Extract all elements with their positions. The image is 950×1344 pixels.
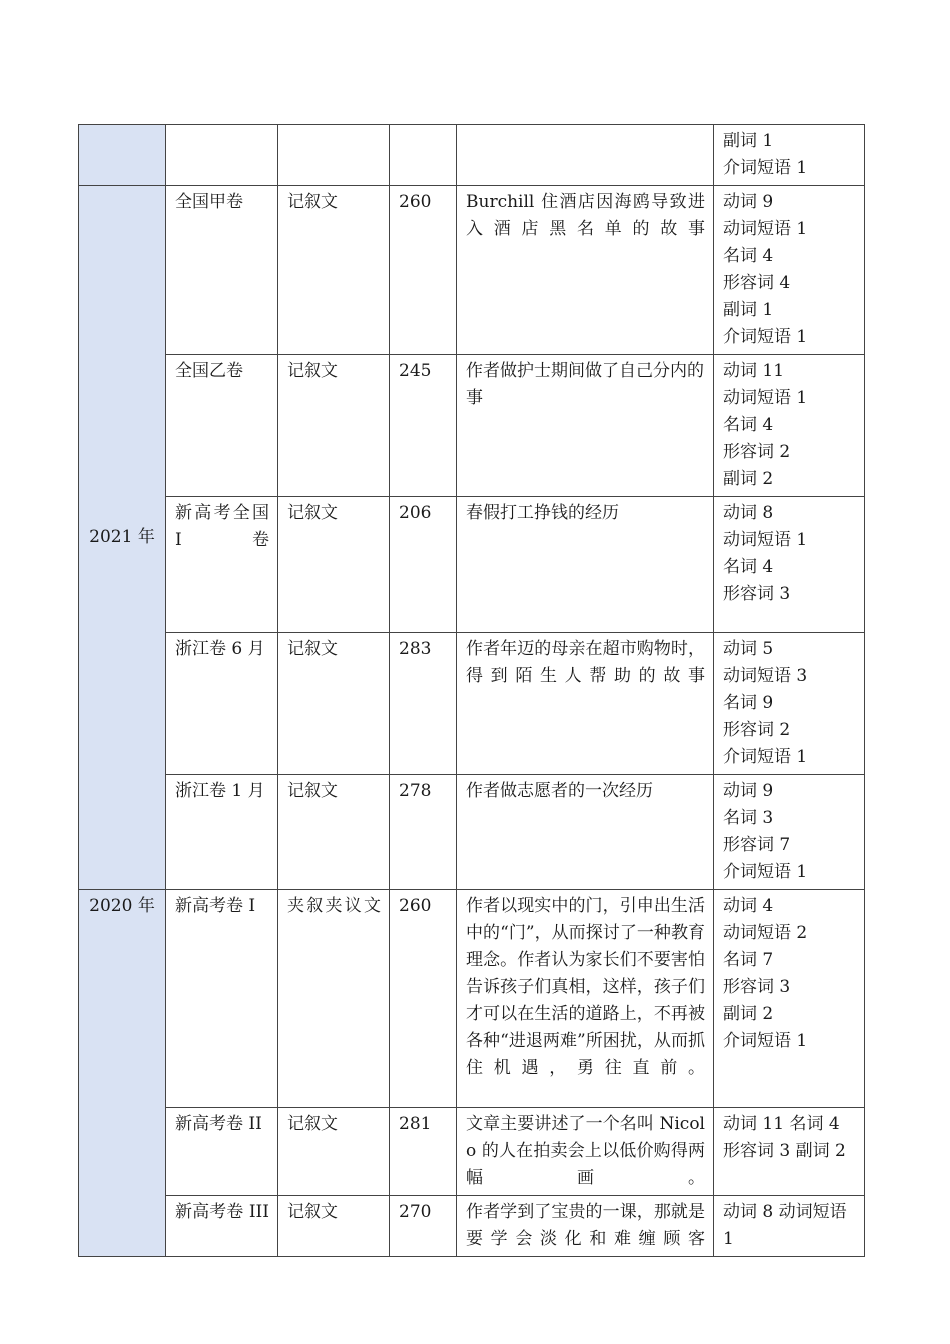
grammar-item: 副词 2 — [723, 1004, 774, 1024]
paper-cell: 新高考卷 I — [166, 890, 278, 1108]
word-count-cell: 270 — [390, 1196, 457, 1257]
grammar-item: 形容词 3 副词 2 — [723, 1141, 846, 1161]
table-row — [79, 890, 865, 1108]
grammar-cell — [714, 355, 865, 497]
paper-cell: 浙江卷 1 月 — [166, 775, 278, 890]
summary-cell — [457, 125, 714, 186]
word-count-cell: 278 — [390, 775, 457, 890]
grammar-cell — [714, 1108, 865, 1196]
genre-cell: 记叙文 — [278, 1196, 390, 1257]
table-row — [79, 497, 865, 633]
table-row — [79, 1196, 865, 1257]
word-count-cell: 260 — [390, 890, 457, 1108]
grammar-item: 介词短语 1 — [723, 862, 808, 882]
grammar-item: 介词短语 1 — [723, 327, 808, 347]
genre-cell: 记叙文 — [278, 355, 390, 497]
grammar-cell — [714, 125, 865, 186]
genre-cell: 记叙文 — [278, 497, 390, 633]
genre-cell: 记叙文 — [278, 1108, 390, 1196]
grammar-item: 副词 2 — [723, 469, 774, 489]
exam-reading-table — [78, 124, 865, 1257]
year-cell — [79, 125, 166, 186]
paper-cell: 全国甲卷 — [166, 186, 278, 355]
grammar-item: 形容词 4 — [723, 273, 791, 293]
genre-cell — [278, 125, 390, 186]
grammar-item: 名词 4 — [723, 415, 774, 435]
grammar-cell — [714, 633, 865, 775]
grammar-item: 形容词 2 — [723, 442, 791, 462]
grammar-item: 形容词 3 — [723, 977, 791, 997]
table-row — [79, 633, 865, 775]
summary-cell: Burchill 住酒店因海鸥导致进入酒店黑名单的故事 — [457, 186, 714, 355]
genre-cell: 记叙文 — [278, 186, 390, 355]
grammar-item: 名词 4 — [723, 246, 774, 266]
grammar-item: 动词短语 3 — [723, 666, 808, 686]
genre-cell: 夹叙夹议文 — [278, 890, 390, 1108]
word-count-cell: 245 — [390, 355, 457, 497]
grammar-item: 名词 9 — [723, 693, 774, 713]
table-row — [79, 355, 865, 497]
word-count-cell: 206 — [390, 497, 457, 633]
paper-cell — [166, 125, 278, 186]
grammar-item: 动词短语 1 — [723, 530, 808, 550]
grammar-item: 动词 9 — [723, 192, 774, 212]
grammar-item: 名词 7 — [723, 950, 774, 970]
year-cell-2020: 2020 年 — [79, 890, 166, 1257]
grammar-item: 动词短语 1 — [723, 388, 808, 408]
summary-cell: 作者做护士期间做了自己分内的事 — [457, 355, 714, 497]
grammar-item: 副词 1 — [723, 131, 774, 151]
year-cell-2021: 2021 年 — [79, 186, 166, 890]
summary-cell: 作者做志愿者的一次经历 — [457, 775, 714, 890]
summary-cell: 作者年迈的母亲在超市购物时，得到陌生人帮助的故事 — [457, 633, 714, 775]
grammar-item: 动词 11 名词 4 — [723, 1114, 840, 1134]
grammar-item: 副词 1 — [723, 300, 774, 320]
grammar-cell: 动词 8 动词短语 1 — [714, 1196, 865, 1257]
paper-cell: 新高考卷 III — [166, 1196, 278, 1257]
paper-cell: 浙江卷 6 月 — [166, 633, 278, 775]
grammar-cell — [714, 497, 865, 633]
grammar-item: 动词 5 — [723, 639, 774, 659]
grammar-item: 介词短语 1 — [723, 747, 808, 767]
summary-cell: 作者以现实中的门，引申出生活中的“门”，从而探讨了一种教育理念。作者认为家长们不要害怕告诉孩子们真相，这样，孩子们才可以在生活的道路上，不再被各种“进退两难”所困扰，从而抓住机遇，勇往直前。 — [457, 890, 714, 1108]
paper-cell: 新高考全国 I 卷 — [166, 497, 278, 633]
grammar-cell — [714, 890, 865, 1108]
grammar-item: 动词短语 2 — [723, 923, 808, 943]
grammar-cell — [714, 186, 865, 355]
grammar-cell — [714, 775, 865, 890]
grammar-item: 动词 9 — [723, 781, 774, 801]
word-count-cell: 281 — [390, 1108, 457, 1196]
grammar-item: 动词短语 1 — [723, 219, 808, 239]
grammar-item: 介词短语 1 — [723, 1031, 808, 1051]
summary-cell: 春假打工挣钱的经历 — [457, 497, 714, 633]
word-count-cell — [390, 125, 457, 186]
grammar-item: 形容词 3 — [723, 584, 791, 604]
paper-cell: 新高考卷 II — [166, 1108, 278, 1196]
summary-cell: 作者学到了宝贵的一课，那就是要学会淡化和难缠顾客 — [457, 1196, 714, 1257]
grammar-item: 介词短语 1 — [723, 158, 808, 178]
table-row — [79, 125, 865, 186]
table-row — [79, 775, 865, 890]
genre-cell: 记叙文 — [278, 633, 390, 775]
paper-cell: 全国乙卷 — [166, 355, 278, 497]
summary-cell: 文章主要讲述了一个名叫 Nicolo 的人在拍卖会上以低价购得两幅画。 — [457, 1108, 714, 1196]
word-count-cell: 283 — [390, 633, 457, 775]
grammar-item: 名词 4 — [723, 557, 774, 577]
genre-cell: 记叙文 — [278, 775, 390, 890]
grammar-item: 动词 8 — [723, 503, 774, 523]
grammar-item: 名词 3 — [723, 808, 774, 828]
table-row — [79, 186, 865, 355]
grammar-item: 形容词 7 — [723, 835, 791, 855]
table-row — [79, 1108, 865, 1196]
grammar-item: 动词 11 — [723, 361, 785, 381]
grammar-item: 动词 4 — [723, 896, 774, 916]
word-count-cell: 260 — [390, 186, 457, 355]
grammar-item: 形容词 2 — [723, 720, 791, 740]
